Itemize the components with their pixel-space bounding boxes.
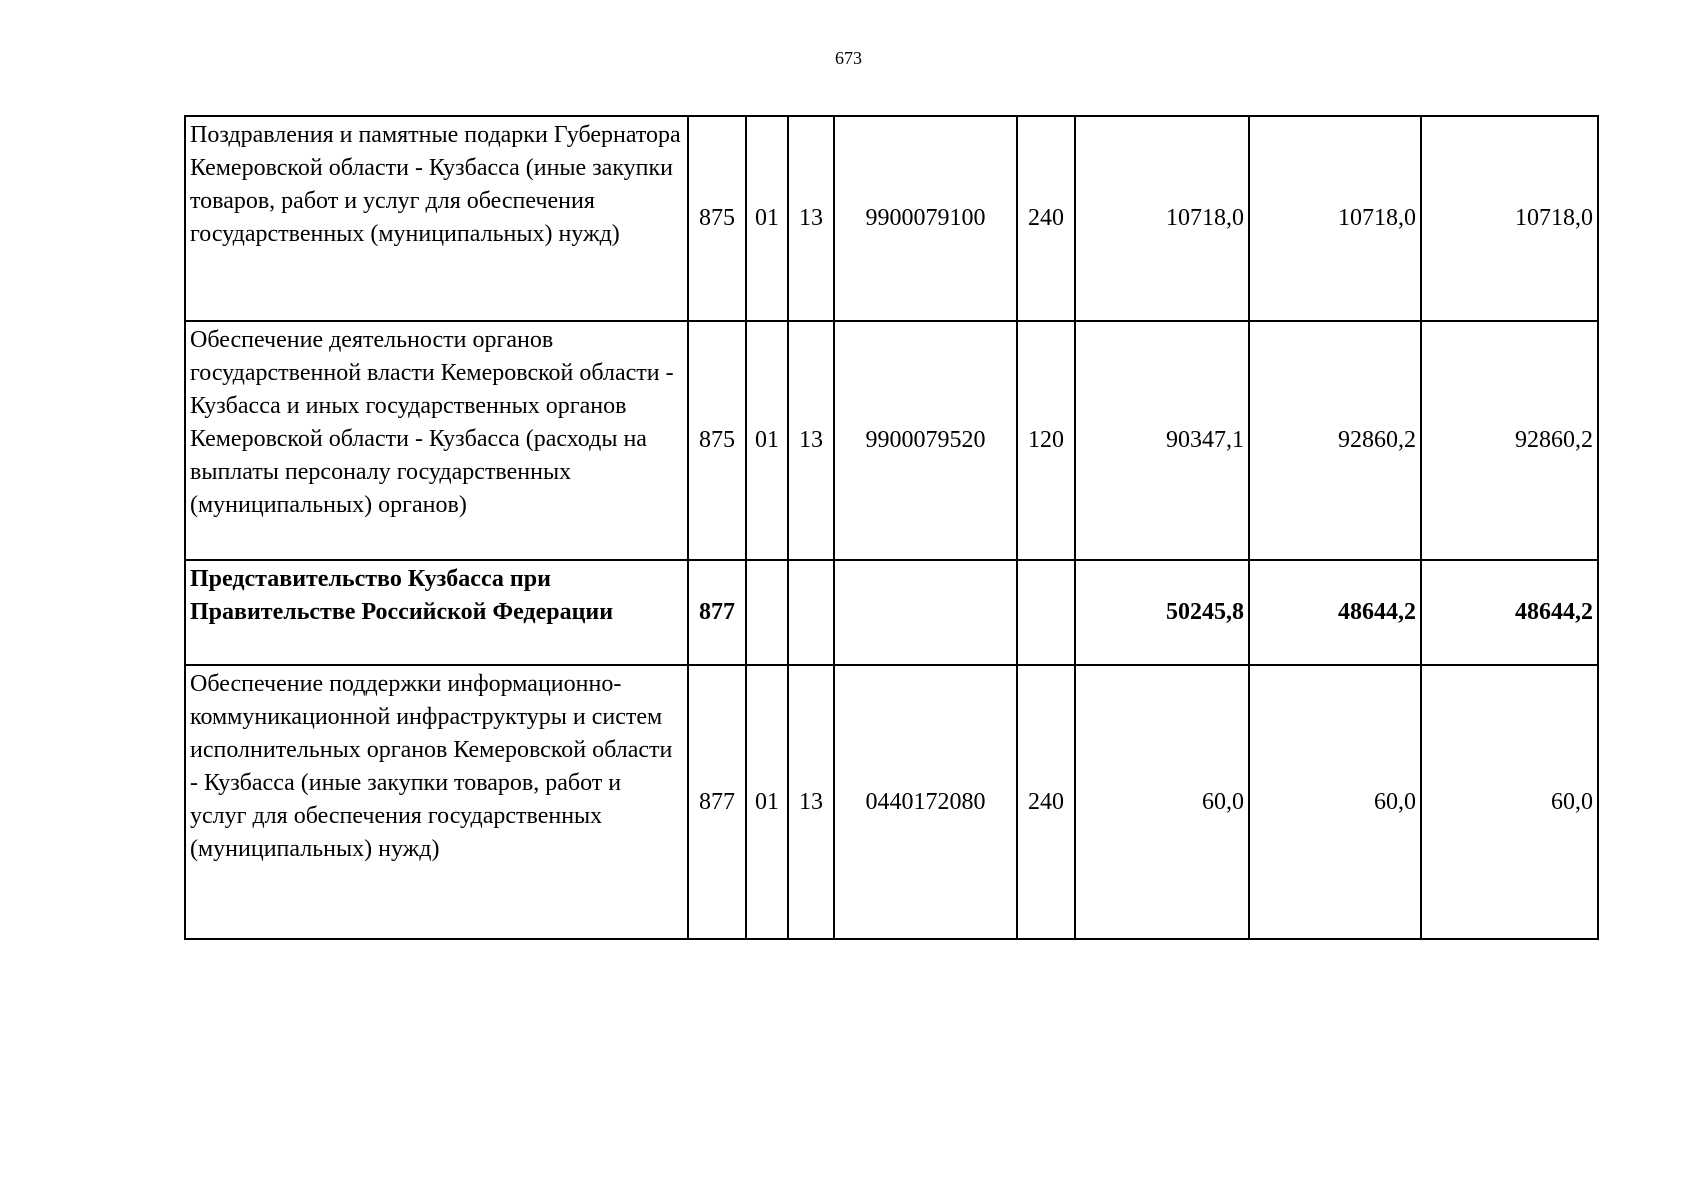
sum-year-3: 48644,2 [1421, 560, 1598, 665]
ministry-code: 877 [688, 560, 746, 665]
subsection-code: 13 [788, 321, 834, 560]
expense-type-code [1017, 560, 1075, 665]
sum-year-3: 10718,0 [1421, 116, 1598, 321]
ministry-code: 877 [688, 665, 746, 939]
sum-year-2: 48644,2 [1249, 560, 1421, 665]
target-article-code: 9900079100 [834, 116, 1017, 321]
section-code [746, 560, 788, 665]
table-row [185, 321, 1598, 560]
budget-table [184, 115, 1599, 940]
target-article-code [834, 560, 1017, 665]
subsection-code: 13 [788, 665, 834, 939]
table-row [185, 116, 1598, 321]
ministry-code: 875 [688, 116, 746, 321]
sum-year-1: 90347,1 [1075, 321, 1249, 560]
sum-year-2: 10718,0 [1249, 116, 1421, 321]
sum-year-3: 92860,2 [1421, 321, 1598, 560]
subsection-code [788, 560, 834, 665]
sum-year-3: 60,0 [1421, 665, 1598, 939]
section-code: 01 [746, 665, 788, 939]
ministry-code: 875 [688, 321, 746, 560]
sum-year-2: 92860,2 [1249, 321, 1421, 560]
target-article-code: 0440172080 [834, 665, 1017, 939]
subsection-code: 13 [788, 116, 834, 321]
page-number: 673 [835, 48, 862, 68]
sum-year-2: 60,0 [1249, 665, 1421, 939]
sum-year-1: 50245,8 [1075, 560, 1249, 665]
sum-year-1: 10718,0 [1075, 116, 1249, 321]
section-code: 01 [746, 116, 788, 321]
row-description: Обеспечение деятельности органов государственной власти Кемеровской области - Кузбасса и иных государственных органов Кемеровской области - Кузбасса (расходы на выплаты персоналу государственных (муниципальных) органов) [185, 321, 688, 560]
table-row [185, 665, 1598, 939]
expense-type-code: 120 [1017, 321, 1075, 560]
target-article-code: 9900079520 [834, 321, 1017, 560]
row-description: Поздравления и памятные подарки Губернатора Кемеровской области - Кузбасса (иные закупки товаров, работ и услуг для обеспечения государственных (муниципальных) нужд) [185, 116, 688, 321]
expense-type-code: 240 [1017, 665, 1075, 939]
row-description: Обеспечение поддержки информационно-коммуникационной инфраструктуры и систем исполнительных органов Кемеровской области - Кузбасса (иные закупки товаров, работ и услуг для обеспечения государственных (муниципальных) нужд) [185, 665, 688, 939]
expense-type-code: 240 [1017, 116, 1075, 321]
row-description: Представительство Кузбасса при Правительстве Российской Федерации [185, 560, 688, 665]
sum-year-1: 60,0 [1075, 665, 1249, 939]
table-row [185, 560, 1598, 665]
section-code: 01 [746, 321, 788, 560]
